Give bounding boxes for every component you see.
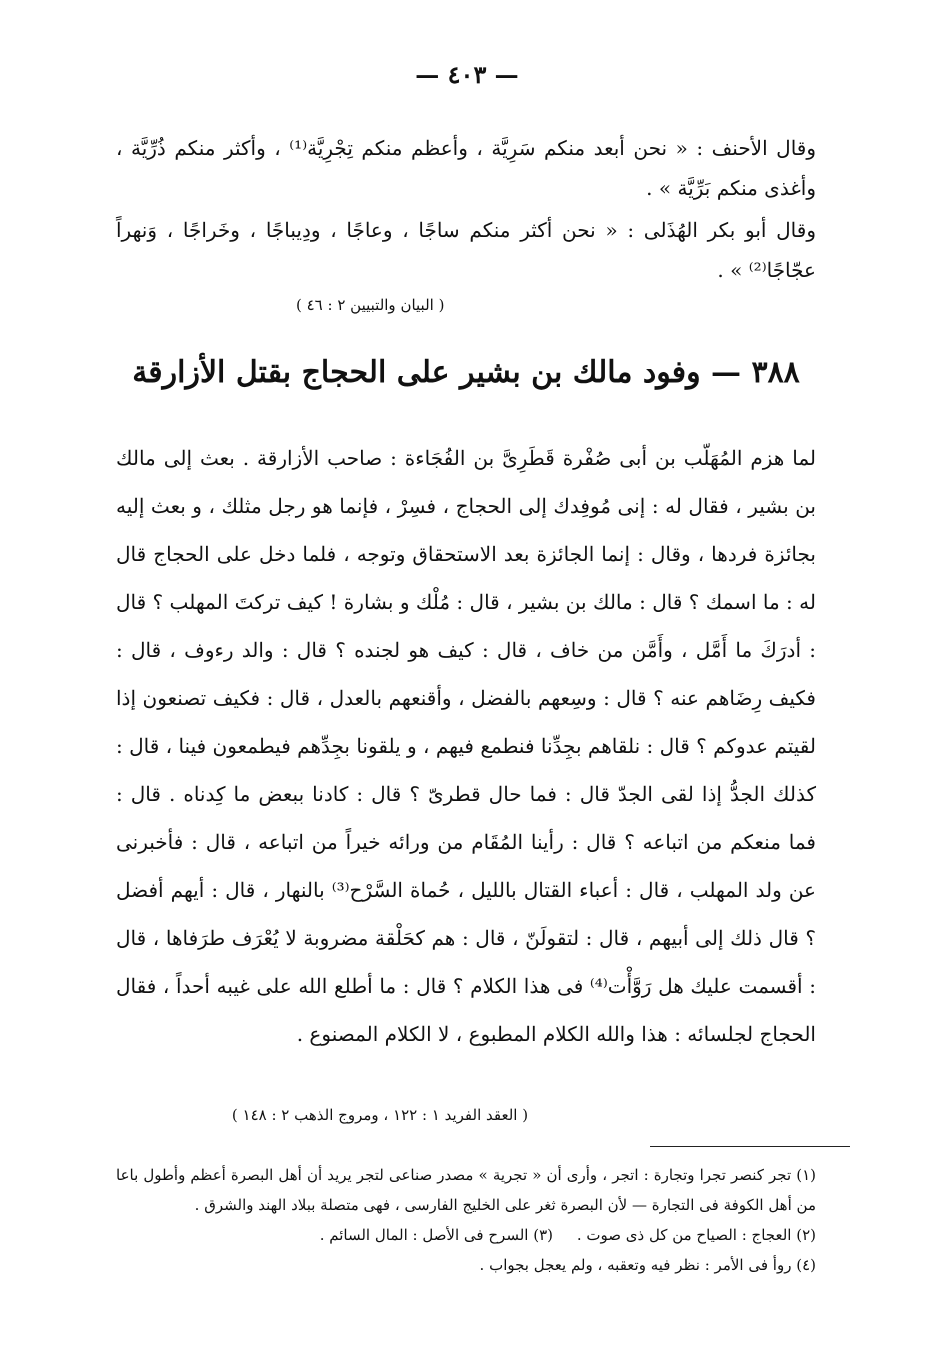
footnote-4: (٤) روأ فى الأمر : نظر فيه وتعقبه ، ولم يعجل بجواب . <box>479 1256 816 1274</box>
body-source-citation: ( العقد الفريد ١ : ١٢٢ ، ومروج الذهب ٢ : ١٤٨ ) <box>231 1106 529 1124</box>
footnote-3: (٣) السرح فى الأصل : المال السائم . <box>319 1226 553 1244</box>
quote-ahnaf: وقال الأحنف : « نحن أبعد منكم سَرِيَّة ، وأعظم منكم تِجْرِيَّة⁽¹⁾ ، وأكثر منكم ذُرِّيَّة ، وأغذى منكم بَرِّيَّة » . <box>116 136 817 200</box>
footnote-1: (١) تجر كنصر تجرا وتجارة : اتجر ، وأرى أن « تجرية » مصدر صناعى لتجر يريد أن أهل البصرة أعظم وأطول باعا من أهل الكوفة فى التجارة — لأن البصرة ثغر على الخليج الفارسى ، فهى متصلة ببلاد الهند والشرق . <box>116 1166 816 1214</box>
quote-abu-bakr <box>116 210 816 320</box>
footnote-divider <box>650 1146 850 1147</box>
footnote-2-3 <box>116 1220 816 1250</box>
section-title: ٣٨٨ — وفود مالك بن بشير على الحجاج بقتل الأزارقة <box>132 355 800 390</box>
footnotes <box>116 1160 816 1280</box>
intro-quotes <box>116 128 816 322</box>
footnote-2: (٢) العجاج : الصياح من كل ذى صوت . <box>576 1226 816 1244</box>
intro-source-citation: ( البيان والتبيين ٢ : ٤٦ ) <box>296 296 445 314</box>
section-body <box>116 434 816 1058</box>
body-paragraph: لما هزم المُهَلّب بن أبى صُفْرة قَطَرِىَّ بن الفُجَاءة : صاحب الأزارقة . بعث إلى مالك بن بشير ، فقال له : إنى مُوفِدك إلى الحجاج ، فسِرْ ، فإنما هو رجل مثلك ، و بعث إليه بجائزة فردها ، وقال : إنما الجائزة بعد الاستحقاق وتوجه ، فلما دخل على الحجاج قال له : ما اسمك ؟ قال : مالك بن بشير ، قال : مُلْك و بشارة ! كيف تركتَ المهلب ؟ قال : أدرَكَ ما أَمَّل ، وأَمَّن من خاف ، قال : كيف هو لجنده ؟ قال : والد رءوف ، قال : فكيف رِضَاهم عنه ؟ قال : وسِعهم بالفضل ، وأقنعهم بالعدل ، قال : فكيف تصنعون إذا لقيتم عدوكم ؟ قال : نلقاهم بجِدِّنا فنطمع فيهم ، و يلقونا بجِدِّهم فيطمعون فينا ، قال : كذلك الجدُّ إذا لقى الجدّ قال : فما حال قطرىّ ؟ قال : كادنا ببعض ما كِدناه . قال : فما منعكم من اتباعه ؟ قال : رأينا المُقَام من ورائه خيراً من اتباعه ، قال : فأخبرنى عن ولد المهلب ، قال : أعباء القتال بالليل ، حُماة السَّرْح⁽³⁾ بالنهار ، قال : أيهم أفضل ؟ قال ذلك إلى أبيهم ، قال : لتقولَنّ ، قال : هم كحَلْقة مضروبة لا يُعْرَف طرَفاها ، قال : أقسمت عليك هل رَوَّأْت⁽⁴⁾ فى هذا الكلام ؟ قال : ما أطلع الله على غيبه أحداً ، فقال الحجاج لجلسائه : هذا والله الكلام المطبوع ، لا الكلام المصنوع . <box>116 446 817 1046</box>
quote-abu-bakr-text: وقال أبو بكر الهُذَلى : « نحن أكثر منكم ساجًا ، وعاجًا ، ودِيباجًا ، وخَراجًا ، وَنهراً عجّاجًا⁽²⁾ » . <box>116 218 816 282</box>
page-number: — ٤٠٣ — <box>415 60 519 89</box>
